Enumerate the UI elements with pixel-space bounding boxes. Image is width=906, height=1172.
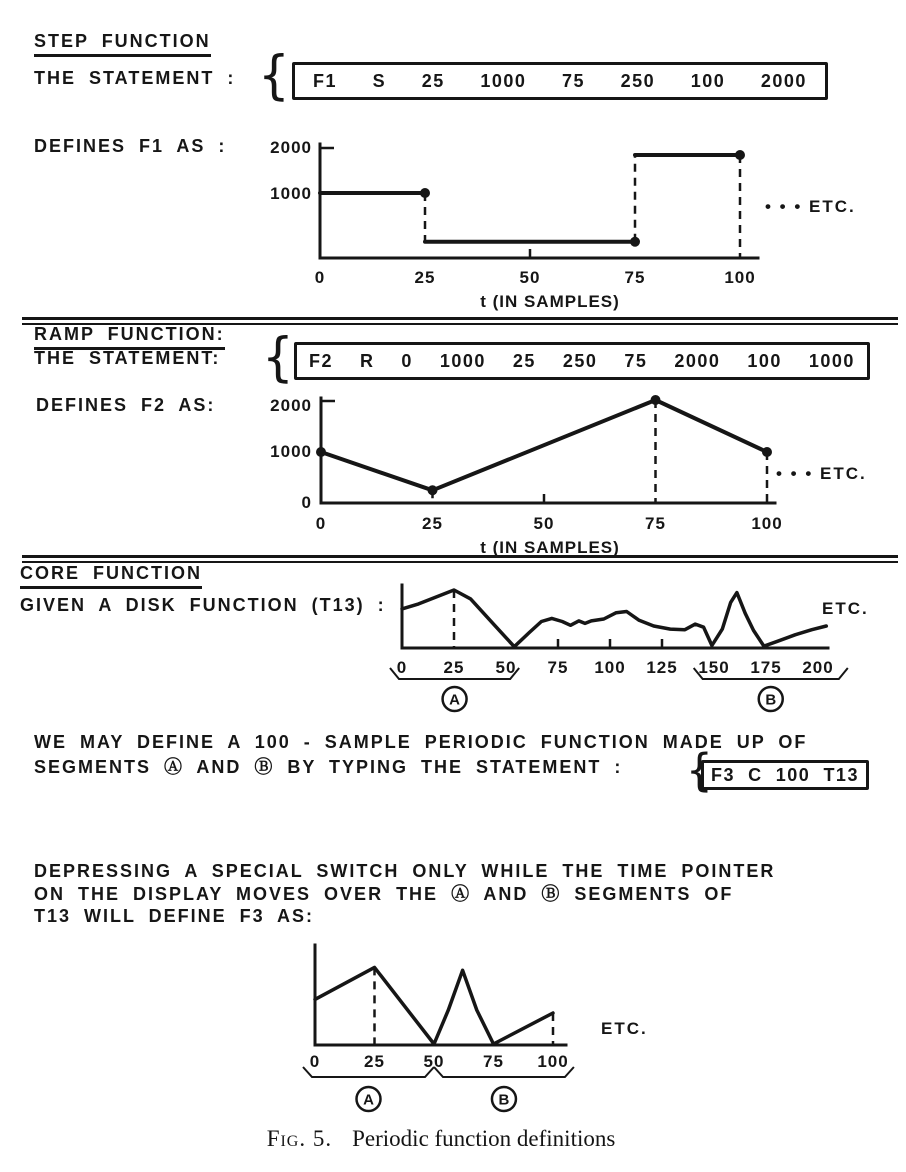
statement-token: S [372, 70, 387, 91]
x-tick-label: 0 [314, 268, 326, 287]
ramp-statement-box [294, 342, 870, 380]
step-statement-box [292, 62, 828, 100]
core-statement-brace: { [686, 744, 713, 797]
step-statement-label: THE STATEMENT : [34, 68, 236, 88]
switch-paragraph-line2: ON THE DISPLAY MOVES OVER THE Ⓐ AND Ⓑ SEGMENTS OF [34, 883, 734, 904]
x-tick-label: 25 [364, 1052, 385, 1071]
statement-token: 25 [421, 70, 445, 91]
step-chart-etc-label: • • • ETC. [765, 197, 856, 216]
statement-token: 1000 [808, 350, 855, 371]
x-tick-label: 75 [547, 658, 569, 677]
figure-caption [0, 1126, 894, 1152]
data-dot [630, 237, 640, 247]
y-tick-label: 1000 [270, 184, 312, 203]
section-divider-2 [22, 555, 898, 563]
disk-chart-etc-label: ETC. [822, 599, 869, 618]
f3-chart-etc-label: ETC. [601, 1019, 648, 1038]
statement-token: 25 [512, 350, 536, 371]
y-tick-label: 1000 [270, 442, 312, 461]
statement-token: 100 [690, 70, 726, 91]
core-section-title [20, 563, 202, 589]
statement-token: 1000 [480, 70, 527, 91]
ramp-defines-label: DEFINES F2 AS: [36, 395, 216, 415]
x-tick-label: 25 [443, 658, 465, 677]
y-tick-label: 2000 [270, 138, 312, 157]
statement-token: T13 [823, 764, 859, 785]
ramp-section-title-text: RAMP FUNCTION: [34, 324, 225, 350]
data-dot [762, 447, 772, 457]
statement-token: C [748, 764, 763, 785]
figure-caption-title: Periodic function definitions [352, 1126, 616, 1151]
data-dot [735, 150, 745, 160]
statement-token: R [359, 350, 375, 371]
statement-token: 100 [775, 764, 811, 785]
x-tick-label: 100 [537, 1052, 569, 1071]
y-tick-label: 0 [301, 493, 312, 512]
switch-paragraph-line3: T13 WILL DEFINE F3 AS: [34, 906, 315, 926]
x-tick-label: 175 [750, 658, 782, 677]
segment-label: A [449, 691, 461, 709]
statement-token: F3 [711, 764, 736, 785]
statement-token: 250 [620, 70, 656, 91]
y-tick-label: 2000 [270, 396, 312, 415]
statement-token: 75 [624, 350, 648, 371]
ramp-statement-brace: { [262, 326, 294, 388]
data-dot [428, 485, 438, 495]
switch-paragraph-line1: DEPRESSING A SPECIAL SWITCH ONLY WHILE THE TIME POINTER [34, 861, 776, 881]
data-dot [651, 395, 661, 405]
data-dot [316, 447, 326, 457]
ramp-chart-etc-label: • • • ETC. [776, 464, 867, 483]
ramp-section-title [34, 324, 225, 350]
core-section-title-text: CORE FUNCTION [20, 563, 202, 589]
x-tick-label: 125 [646, 658, 678, 677]
core-given-label: GIVEN A DISK FUNCTION (T13) : [20, 595, 386, 615]
x-tick-label: 75 [483, 1052, 504, 1071]
x-tick-label: 25 [414, 268, 436, 287]
statement-token: 2000 [674, 350, 721, 371]
x-tick-label: 75 [645, 514, 666, 533]
step-statement-brace: { [258, 44, 290, 106]
statement-token: 1000 [439, 350, 486, 371]
step-section-title-text: STEP FUNCTION [34, 31, 211, 57]
segment-label: B [498, 1091, 510, 1109]
x-tick-label: 150 [698, 658, 730, 677]
statement-token: F2 [309, 350, 334, 371]
statement-token: 2000 [760, 70, 807, 91]
x-tick-label: 50 [519, 268, 541, 287]
switch-paragraph [34, 860, 775, 928]
freehand-curve [402, 590, 826, 647]
x-tick-label: 50 [533, 514, 555, 533]
x-tick-label: 0 [315, 514, 327, 533]
ramp-curve [321, 400, 767, 490]
freehand-curve [315, 967, 553, 1044]
core-statement-box [701, 760, 869, 790]
x-tick-label: 0 [396, 658, 408, 677]
x-tick-label: 100 [751, 514, 783, 533]
core-statement-text-line1: WE MAY DEFINE A 100 - SAMPLE PERIODIC FUNCTION MADE UP OF [34, 732, 808, 752]
x-tick-label: 75 [624, 268, 646, 287]
step-function-chart [250, 120, 906, 320]
data-dot [420, 188, 430, 198]
segment-label: B [765, 691, 777, 709]
statement-token: F1 [313, 70, 338, 91]
x-tick-label: 100 [594, 658, 626, 677]
x-axis-label: t (IN SAMPLES) [480, 292, 620, 311]
statement-token: 100 [747, 350, 782, 371]
x-tick-label: 0 [309, 1052, 321, 1071]
step-section-title [34, 31, 211, 57]
x-tick-label: 50 [423, 1052, 445, 1071]
step-defines-label: DEFINES F1 AS : [34, 136, 227, 156]
x-axis-label: t (IN SAMPLES) [480, 538, 620, 557]
statement-token: 0 [401, 350, 413, 371]
segment-label: A [363, 1091, 374, 1109]
statement-token: 250 [562, 350, 598, 371]
core-statement-text-line2: SEGMENTS Ⓐ AND Ⓑ BY TYPING THE STATEMENT : [34, 757, 623, 777]
x-tick-label: 50 [495, 658, 517, 677]
x-tick-label: 100 [724, 268, 756, 287]
ramp-statement-label: THE STATEMENT: [34, 348, 221, 368]
x-tick-label: 200 [802, 658, 834, 677]
x-tick-label: 25 [422, 514, 443, 533]
figure-caption-number: Fig. 5. [266, 1126, 333, 1151]
statement-token: 75 [561, 70, 586, 91]
